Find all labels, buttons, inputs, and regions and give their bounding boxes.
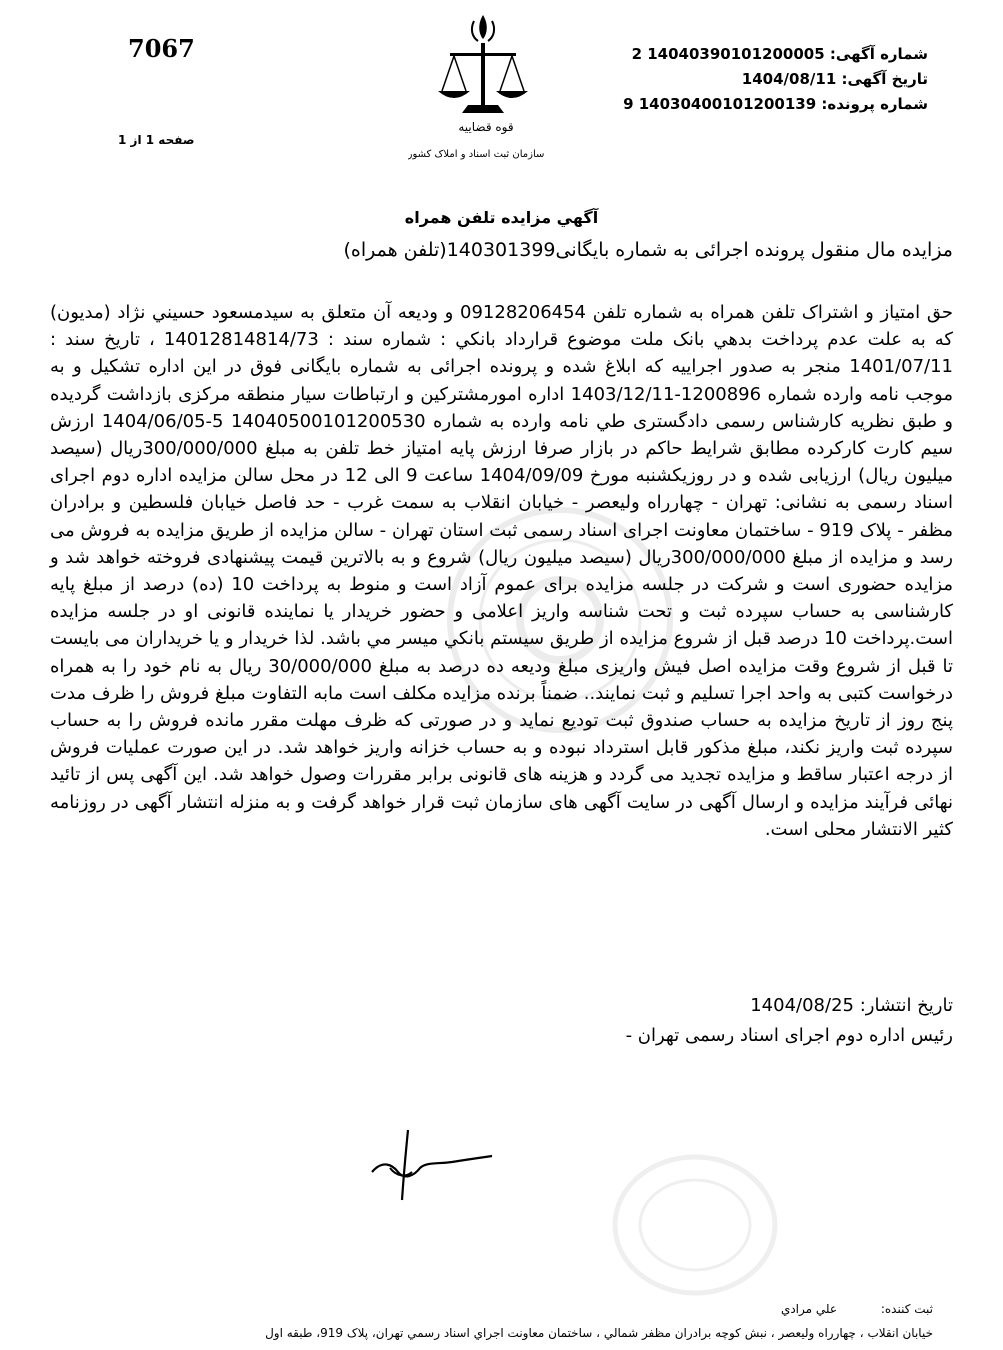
recorder-label: ثبت کننده:	[880, 1302, 933, 1316]
notice-date: 1404/08/11	[741, 70, 837, 88]
chief-title: رئیس اداره دوم اجرای اسناد رسمی تهران -	[625, 1025, 953, 1046]
notice-body: حق امتیاز و اشتراک تلفن همراه به شماره تلفن 09128206454 و ودیعه آن متعلق به سیدمسعود حسيني نژاد (مدیون) که به علت عدم پرداخت بدهي بانک ملت موضوع قرارداد بانکي : شماره سند : 14012814814/73 ، تاریخ سند : 1401/07/11 منجر به صدور اجراییه که ابلاغ شده و پرونده اجرائی به شماره بایگانی فوق در این اداره تشکیل و به موجب نامه وارده شماره 1200896-1403/12/11 اداره امورمشترکین و ارتباطات سیار منطقه مرکزی بازداشت گردیده و طبق نظریه کارشناس رسمی دادگستری طي نامه وارده به شماره 14040500101200530 5-1404/06/05 ارزش سیم کارت کارکرده مطابق شرایط حاکم در بازار صرفا ارزش پایه امتیاز خط تلفن به مبلغ 300/000/000ریال (سیصد میلیون ریال) ارزیابی شده و در روزیکشنبه مورخ 1404/09/09 ساعت 9 الی 12 در محل سالن مزایده اداره دوم اجرای اسناد رسمی به نشانی: تهران - چهارراه ولیعصر - خیابان انقلاب به سمت غرب - حد فاصل خیابان فلسطین و برادران مظفر - پلاک 919 - ساختمان معاونت اجرای اسناد رسمی ثبت استان تهران - سالن مزایده از طریق مزایده به فروش می رسد و مزایده از مبلغ 300/000/000ریال (سیصد میلیون ریال) شروع و به بالاترین قیمت پیشنهادی فروخته خواهد شد و مزایده حضوری است و شرکت در جلسه مزایده برای عموم آزاد است و منوط به پرداخت 10 (ده) درصد از مبلغ پایه کارشناسی به حساب سپرده ثبت و تحت شناسه واریز اعلامی و حضور خریدار یا نماینده قانونی او در جلسه مزایده است.پرداخت 10 درصد قبل از شروع مزایده از طریق سیستم بانکي میسر مي باشد. لذا خریدار و یا خریداران می بایست تا قبل از شروع وقت مزایده اصل فیش واریزی مبلغ ودیعه ده درصد به مبلغ 30/000/000 ریال به نام خود را به همراه درخواست کتبی به واحد اجرا تسلیم و ثبت نمایند.. ضمناً برنده مزایده مکلف است مابه التفاوت مبلغ فروش را ظرف مدت پنج روز از تاریخ مزایده به حساب صندوق ثبت تودیع نماید و در صورتی که ظرف مهلت مقرر مانده فروش را به حساب سپرده ثبت واریز نکند، مبلغ مذکور قابل استرداد نبوده و به حساب خزانه واریز خواهد شد. در این صورت عملیات فروش از درجه اعتبار ساقط و مزایده تجدید می گردد و هزینه های قانونی برابر مقررات وصول خواهد شد. این آگهی پس از تائید نهائی فرآیند مزایده و ارسال آگهی در سایت آگهی های سازمان ثبت قرار خواهد گرفت و به منزله انتشار آگهی در روزنامه کثیر الانتشار محلی است.	[50, 302, 954, 840]
notice-date-label: تاریخ آگهی:	[841, 70, 928, 88]
publication-date: 1404/08/25	[750, 995, 854, 1016]
publication-date-row	[750, 995, 953, 1016]
notice-date-row	[623, 67, 928, 92]
footer-address: خيابان انقلاب ، چهارراه وليعصر ، نبش کوچه برادران مظفر شمالي ، ساختمان معاونت اجراي اسناد رسمي تهران، پلاک 919، طبقه اول	[265, 1326, 933, 1340]
signature-icon	[360, 1120, 500, 1210]
page-indicator: صفحه 1 از 1	[118, 133, 195, 147]
notice-number-label: شماره آگهی:	[829, 45, 928, 63]
file-number-row	[623, 92, 928, 117]
file-number: 14030400101200139 9	[623, 95, 817, 113]
recorder-name: علي مرادي	[780, 1302, 838, 1316]
notice-title: آگهي مزايده تلفن همراه	[404, 208, 599, 227]
notice-number: 14040390101200005 2	[631, 45, 825, 63]
recorder-row	[781, 1302, 933, 1316]
emblem-text-judiciary: قوه قضاییه	[458, 120, 514, 134]
notice-number-row	[623, 42, 928, 67]
emblem-text-organization: سازمان ثبت اسناد و املاک کشور	[408, 149, 545, 160]
judiciary-emblem-icon	[408, 5, 558, 170]
publication-date-label: تاریخ انتشار:	[859, 995, 953, 1016]
watermark-stamp-bottom	[610, 1150, 780, 1300]
notice-subtitle: مزایده مال منقول پرونده اجرائی به شماره بایگانی140301399(تلفن همراه)	[343, 239, 953, 261]
notice-meta	[623, 42, 928, 117]
file-number-label: شماره پرونده:	[821, 95, 928, 113]
notice-code: 7067	[128, 34, 195, 63]
